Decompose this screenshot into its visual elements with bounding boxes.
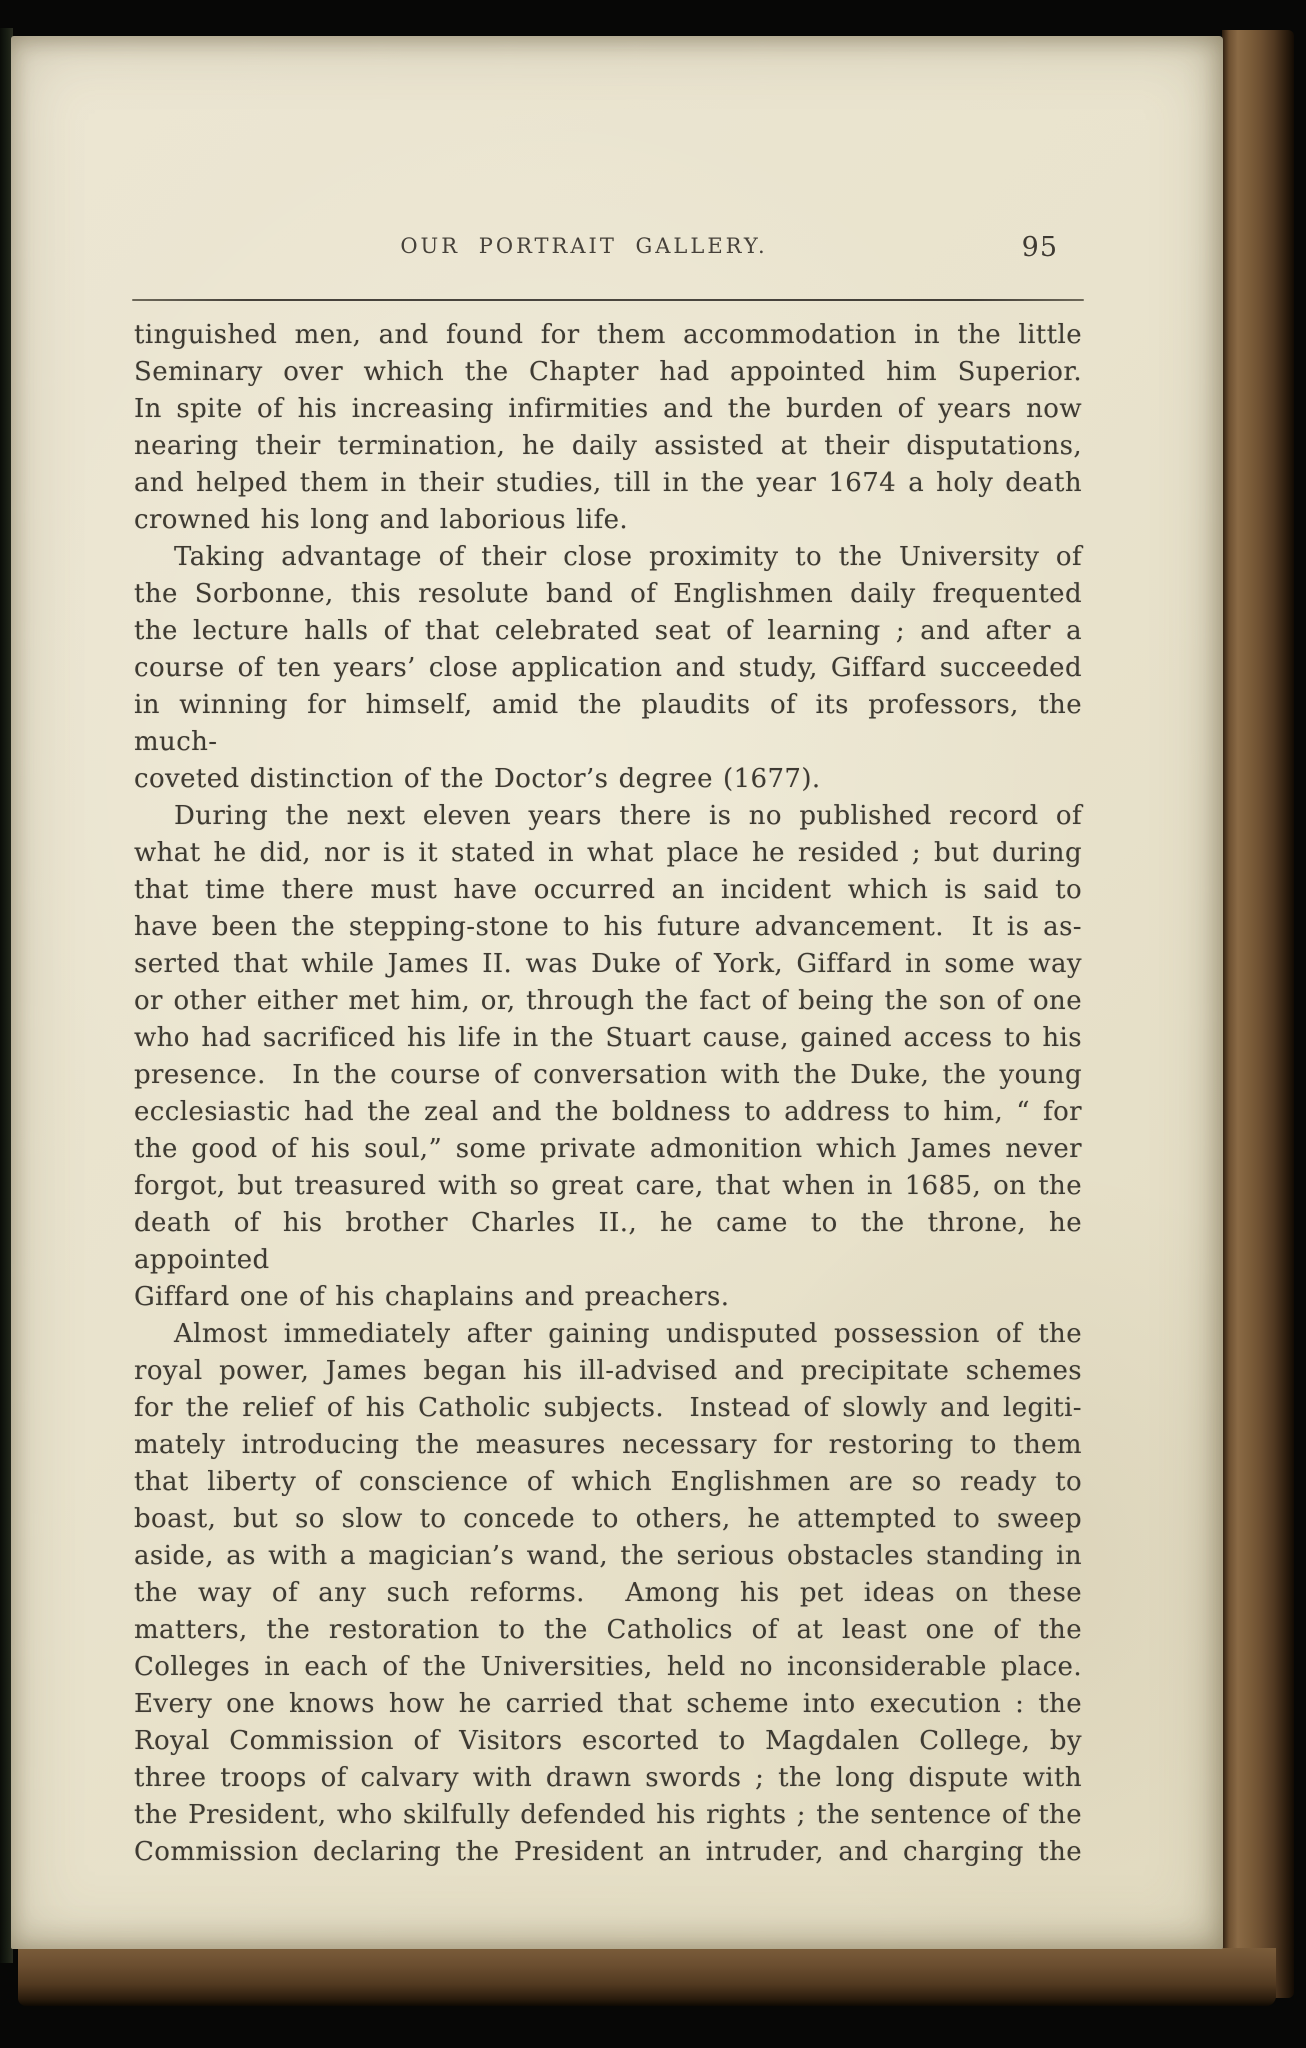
page-number: 95 <box>1021 232 1058 263</box>
text-line: forgot, but treasured with so great care, that when in 1685, on the <box>134 1171 1082 1201</box>
text-line: Seminary over which the Chapter had appointed him Superior. <box>134 357 1082 387</box>
text-line: crowned his long and laborious life. <box>134 505 629 535</box>
text-line: that time there must have occurred an incident which is said to <box>134 875 1082 905</box>
text-line: death of his brother Charles II., he came to the throne, he appointed <box>134 1208 1082 1275</box>
text-line: mately introducing the measures necessary for restoring to them <box>134 1430 1082 1460</box>
text-line: or other either met him, or, through the fact of being the son of one <box>134 986 1082 1016</box>
text-line: aside, as with a magician’s wand, the serious obstacles standing in <box>134 1541 1082 1571</box>
text-line: three troops of calvary with drawn swords ; the long dispute with <box>134 1763 1082 1793</box>
text-line: Colleges in each of the Universities, held no inconsiderable place. <box>134 1652 1082 1682</box>
text-line: for the relief of his Catholic subjects. Instead of slowly and legiti- <box>134 1393 1082 1423</box>
paragraph <box>134 1316 1082 1871</box>
text-line: coveted distinction of the Doctor’s degree (1677). <box>134 764 821 794</box>
book-page <box>11 36 1223 1949</box>
text-line: matters, the restoration to the Catholics of at least one of the <box>134 1615 1082 1645</box>
text-line: who had sacrificed his life in the Stuart cause, gained access to his <box>134 1023 1082 1053</box>
text-line: that liberty of conscience of which Englishmen are so ready to <box>134 1467 1082 1497</box>
header-rule <box>132 299 1084 301</box>
paragraph <box>134 317 1082 539</box>
running-head <box>134 234 1082 268</box>
book-pages-edge-bottom <box>18 1948 1276 2006</box>
paragraph <box>134 798 1082 1316</box>
text-line: and helped them in their studies, till in the year 1674 a holy death <box>134 468 1082 498</box>
text-line: the Sorbonne, this resolute band of Englishmen daily frequented <box>134 579 1082 609</box>
text-line: in winning for himself, amid the plaudits of its professors, the much- <box>134 690 1082 757</box>
text-line: During the next eleven years there is no published record of <box>174 801 1082 831</box>
paragraph <box>134 539 1082 798</box>
text-line: serted that while James II. was Duke of York, Giffard in some way <box>134 949 1082 979</box>
text-line: the good of his soul,” some private admonition which James never <box>134 1134 1082 1164</box>
text-line: what he did, nor is it stated in what place he resided ; but during <box>134 838 1082 868</box>
text-line: ecclesiastic had the zeal and the boldness to address to him, “ for <box>134 1097 1082 1127</box>
text-line: nearing their termination, he daily assisted at their disputations, <box>134 431 1082 461</box>
text-line: tinguished men, and found for them accommodation in the little <box>134 320 1082 350</box>
text-line: Giffard one of his chaplains and preachers. <box>134 1282 730 1312</box>
text-line: royal power, James began his ill-advised and precipitate schemes <box>134 1356 1082 1386</box>
text-line: Royal Commission of Visitors escorted to Magdalen College, by <box>134 1726 1082 1756</box>
text-line: Taking advantage of their close proximity to the University of <box>174 542 1082 572</box>
body-text <box>134 317 1082 1871</box>
text-line: have been the stepping-stone to his future advancement. It is as- <box>134 912 1082 942</box>
text-line: the lecture halls of that celebrated seat of learning ; and after a <box>134 616 1082 646</box>
text-line: In spite of his increasing infirmities and the burden of years now <box>134 394 1082 424</box>
text-line: Every one knows how he carried that scheme into execution : the <box>134 1689 1082 1719</box>
text-line: the President, who skilfully defended his rights ; the sentence of the <box>134 1800 1082 1830</box>
text-line: the way of any such reforms. Among his pet ideas on these <box>134 1578 1082 1608</box>
book-pages-fore-edge-right <box>1222 30 1294 1998</box>
text-line: Commission declaring the President an intruder, and charging the <box>134 1837 1082 1867</box>
text-line: boast, but so slow to concede to others, he attempted to sweep <box>134 1504 1082 1534</box>
text-line: course of ten years’ close application and study, Giffard succeeded <box>134 653 1082 683</box>
running-head-title: OUR PORTRAIT GALLERY. <box>400 234 768 258</box>
text-line: Almost immediately after gaining undisputed possession of the <box>174 1319 1082 1349</box>
text-line: presence. In the course of conversation with the Duke, the young <box>134 1060 1082 1090</box>
